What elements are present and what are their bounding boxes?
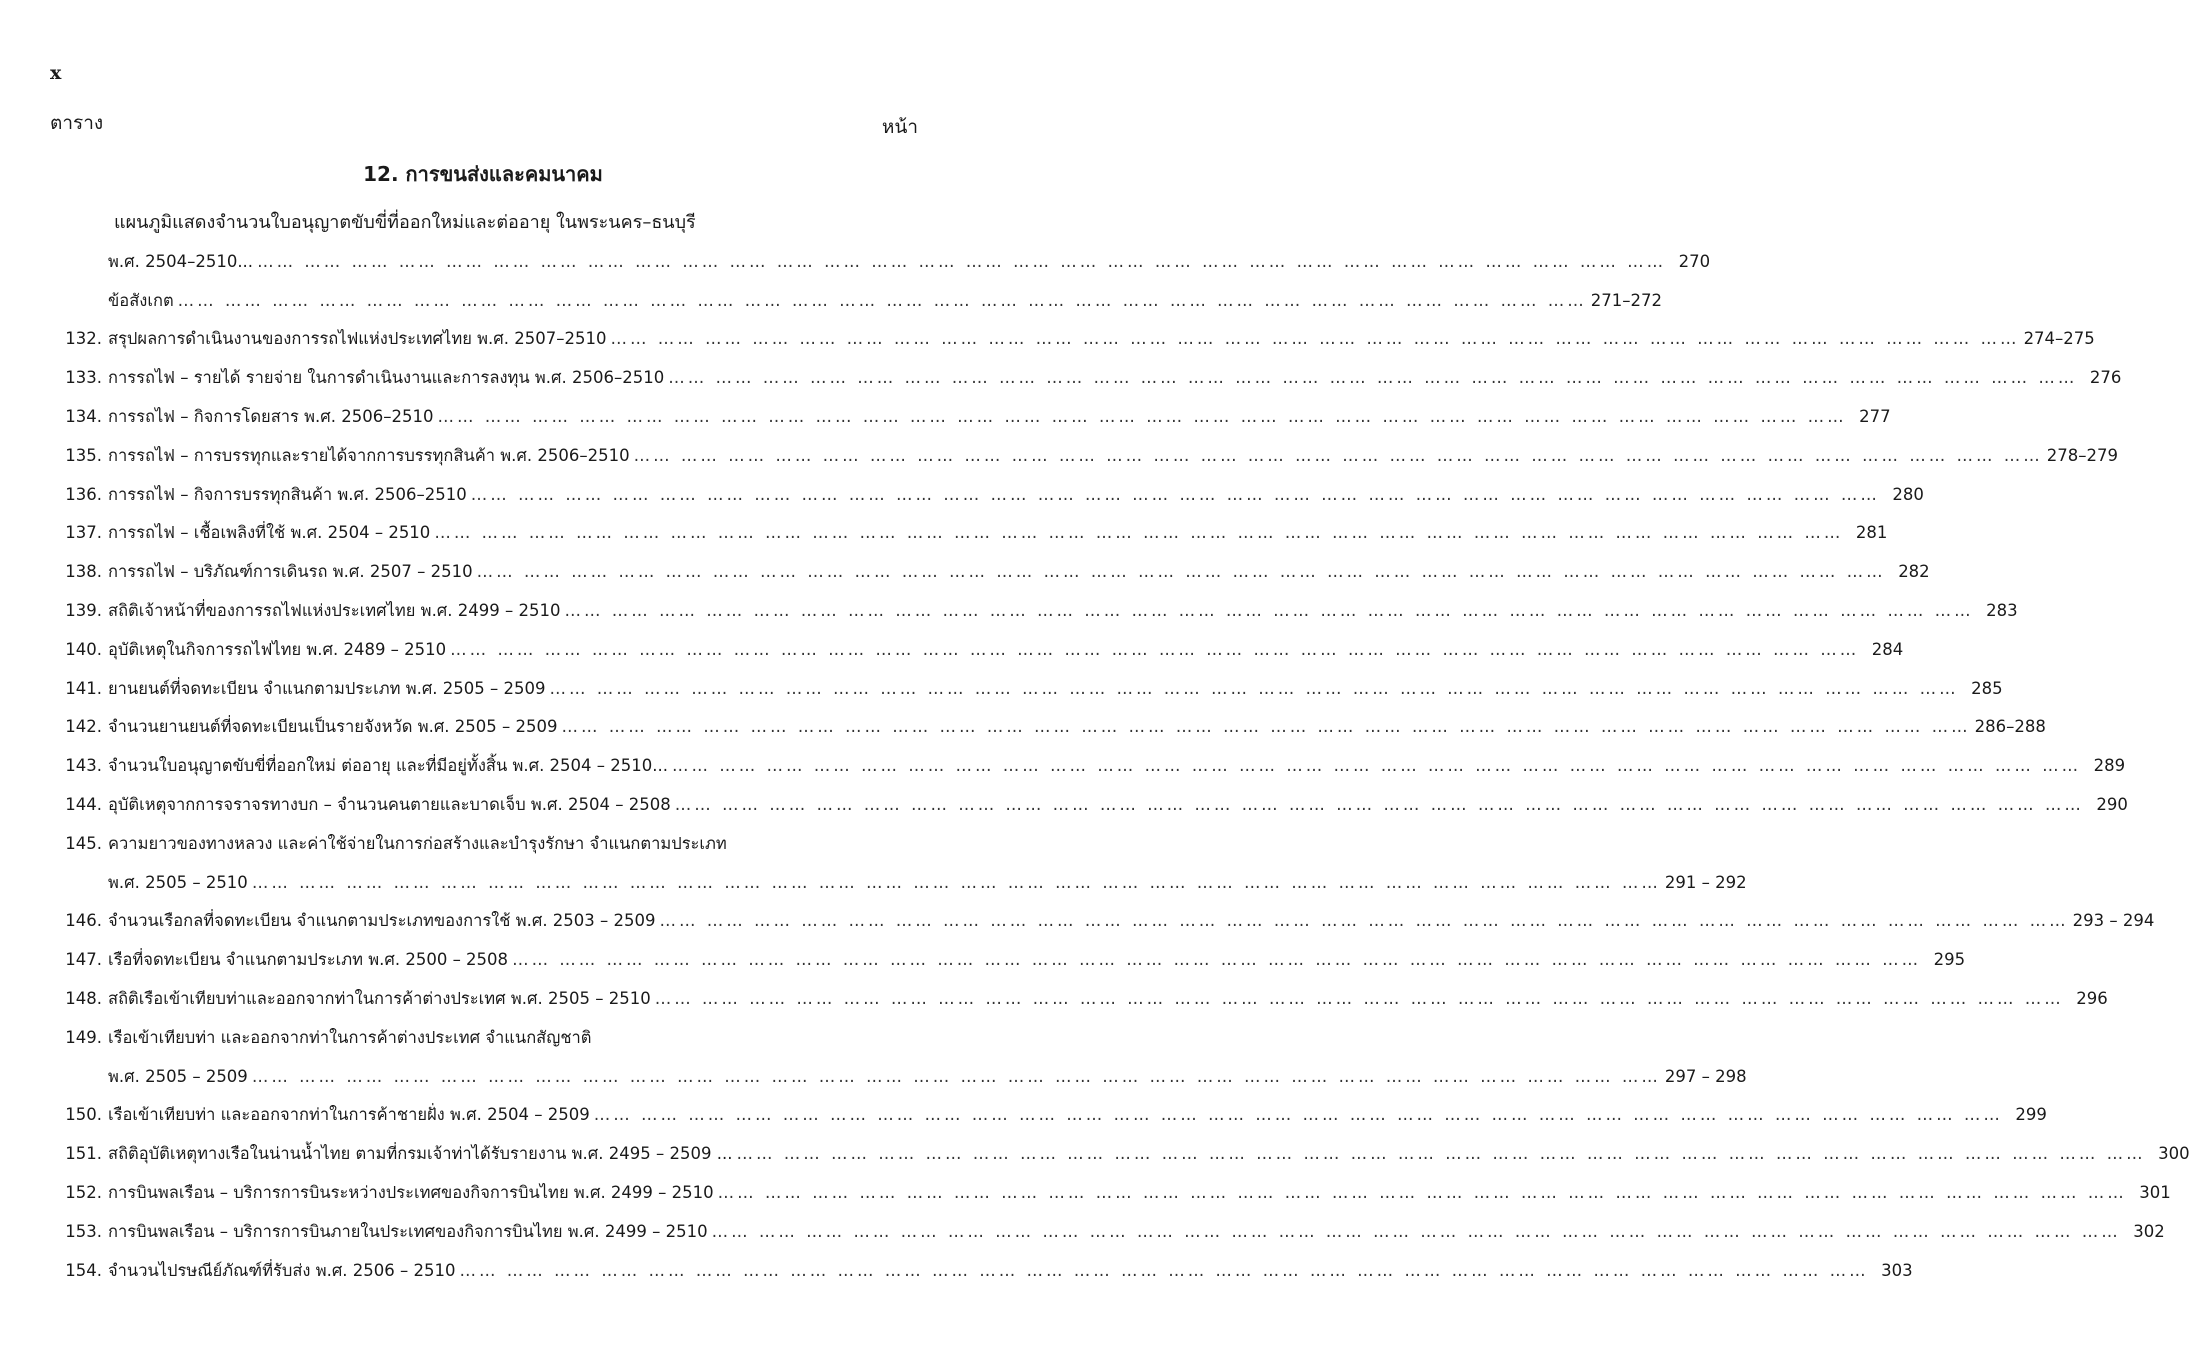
dot-leader	[590, 1104, 2007, 1126]
toc-entry	[44, 1011, 914, 1051]
column-label-table: ตาราง	[50, 112, 104, 134]
toc-entry-page: 291 – 292	[1664, 872, 1747, 892]
column-label-page: หน้า	[881, 116, 918, 138]
toc-entry-number: 150.	[65, 1105, 102, 1125]
toc-entry	[44, 817, 914, 857]
toc-entry-number: 134.	[65, 407, 102, 426]
toc-entry-number: 146.	[65, 911, 102, 931]
toc-entry	[44, 1127, 2190, 1167]
toc-entry-title: พ.ศ. 2505 – 2509	[108, 1066, 248, 1086]
toc-entry-title: การรถไฟ – เชื้อเพลิงที่ใช้ พ.ศ. 2504 – 2510	[108, 523, 431, 543]
dot-leader	[606, 328, 2023, 350]
toc-entry-page: 274–275	[2023, 329, 2095, 349]
dot-leader	[473, 561, 1890, 583]
toc-entry	[44, 1166, 2171, 1206]
dot-leader	[433, 406, 1850, 428]
toc-entry	[44, 196, 914, 236]
toc-entry-title: การรถไฟ – การบรรทุกและรายได้จากการบรรทุกสินค้า พ.ศ. 2506–2510	[108, 445, 630, 465]
toc-entry-number: 132.	[65, 329, 102, 349]
toc-entry-title: แผนภูมิแสดงจำนวนใบอนุญาตขับขี่ที่ออกใหม่และต่ออายุ ในพระนคร–ธนบุรี	[114, 212, 696, 233]
toc-entry-page: 302	[2133, 1221, 2165, 1241]
toc-entry-number: 139.	[65, 601, 102, 620]
toc-entry	[44, 1050, 1747, 1090]
toc-entry-title: การรถไฟ – รายได้ รายจ่าย ในการดำเนินงานและการลงทุน พ.ศ. 2506–2510	[108, 368, 665, 388]
toc-entry	[44, 235, 1711, 275]
toc-entry-title: พ.ศ. 2504–2510...	[108, 251, 254, 271]
toc-entry-number: 145.	[65, 833, 102, 853]
toc-entry	[44, 1244, 1913, 1284]
toc-entry-page: 270	[1678, 251, 1711, 271]
toc-entry-page: 300	[2158, 1144, 2190, 1164]
toc-entry-title: การบินพลเรือน – บริการการบินระหว่างประเทศของกิจการบินไทย พ.ศ. 2499 – 2510	[108, 1183, 714, 1202]
toc-entry-number: 147.	[65, 950, 102, 970]
toc-entry-title: จำนวนใบอนุญาตขับขี่ที่ออกใหม่ ต่ออายุ และที่มีอยู่ทั้งสิ้น พ.ศ. 2504 – 2510...	[108, 756, 669, 776]
toc-entry-page: 299	[2015, 1105, 2047, 1125]
toc-entry-title: เรือที่จดทะเบียน จำแนกตามประเภท พ.ศ. 2500 – 2508	[108, 950, 509, 970]
dot-leader	[508, 949, 1925, 971]
toc-entry-number: 140.	[65, 639, 102, 659]
toc-entry-title: อุบัติเหตุในกิจการรถไฟไทย พ.ศ. 2489 – 2510	[108, 639, 447, 659]
toc-entry-number: 142.	[65, 717, 102, 737]
toc-entry-number: 149.	[65, 1027, 102, 1047]
toc-entry	[44, 856, 1747, 896]
toc-entry-number: 143.	[65, 756, 102, 776]
toc-entry-title: สถิติเรือเข้าเทียบท่าและออกจากท่าในการค้าต่างประเทศ พ.ศ. 2505 – 2510	[108, 989, 651, 1008]
toc-entry-page: 296	[2076, 989, 2108, 1008]
toc-entry-number: 148.	[65, 989, 102, 1008]
toc-entry	[44, 662, 2003, 702]
toc-entry-page: 303	[1881, 1260, 1913, 1280]
toc-entry	[44, 1088, 2047, 1128]
toc-entry	[44, 312, 2095, 352]
toc-entry-page: 301	[2139, 1183, 2171, 1202]
toc-entry	[44, 1205, 2165, 1245]
toc-entry-number: 144.	[65, 795, 102, 814]
toc-entry	[44, 739, 2126, 779]
toc-entry-number: 137.	[65, 523, 102, 543]
toc-entry-title: การรถไฟ – บริภัณฑ์การเดินรถ พ.ศ. 2507 – 2510	[108, 562, 473, 582]
toc-entry-page: 278–279	[2046, 445, 2118, 465]
toc-entry-page: 284	[1871, 639, 1904, 659]
dot-leader	[732, 1143, 2149, 1165]
toc-entry	[44, 429, 2118, 469]
toc-entry-number: 151.	[65, 1144, 102, 1164]
toc-entry-page: 289	[2093, 756, 2126, 776]
toc-entry-title: จำนวนเรือกลที่จดทะเบียน จำแนกตามประเภทของการใช้ พ.ศ. 2503 – 2509	[108, 911, 656, 931]
toc-entry-number: 154.	[65, 1260, 102, 1280]
dot-leader	[446, 639, 1863, 661]
toc-entry	[44, 700, 2046, 740]
toc-entry	[44, 545, 1930, 585]
toc-entry-title: จำนวนยานยนต์ที่จดทะเบียนเป็นรายจังหวัด พ.ศ. 2505 – 2509	[108, 717, 558, 737]
dot-leader	[248, 872, 1665, 894]
toc-entry-page: 286–288	[1974, 717, 2046, 737]
toc-entry-number: 133.	[65, 368, 102, 388]
toc-entry-title: จำนวนไปรษณีย์ภัณฑ์ที่รับส่ง พ.ศ. 2506 – 2510	[108, 1260, 456, 1280]
toc-entry-title: เรือเข้าเทียบท่า และออกจากท่าในการค้าต่างประเทศ จำแนกสัญชาติ	[108, 1027, 592, 1047]
toc-entry-page: 285	[1971, 678, 2003, 698]
toc-entry-title: การบินพลเรือน – บริการการบินภายในประเทศของกิจการบินไทย พ.ศ. 2499 – 2510	[108, 1221, 708, 1241]
toc-entry-page: 271–272	[1590, 290, 1663, 310]
dot-leader	[630, 445, 2047, 467]
toc-entry-title: ความยาวของทางหลวง และค่าใช้จ่ายในการก่อสร้างและบำรุงรักษา จำแนกตามประเภท	[108, 833, 727, 853]
dot-leader	[664, 367, 2081, 389]
toc-entry-title: พ.ศ. 2505 – 2510	[108, 872, 248, 892]
toc-entry-page: 281	[1855, 523, 1888, 543]
dot-leader	[561, 600, 1978, 622]
dot-leader	[651, 988, 2068, 1010]
toc-entry-title: อุบัติเหตุจากการจราจรทางบก – จำนวนคนตายและบาดเจ็บ พ.ศ. 2504 – 2508	[108, 795, 671, 814]
toc-entry-page: 283	[1986, 601, 2018, 620]
toc-entry-page: 290	[2096, 795, 2128, 814]
dot-leader	[656, 910, 2073, 932]
toc-entry	[44, 468, 1924, 508]
toc-entry	[44, 506, 1888, 546]
toc-entry-page: 277	[1859, 407, 1891, 426]
toc-entry	[44, 623, 1904, 663]
toc-entry-title: ข้อสังเกต	[108, 290, 174, 310]
toc-entry-page: 282	[1898, 562, 1930, 582]
toc-entry	[44, 351, 2122, 391]
toc-entry-page: 297 – 298	[1664, 1066, 1747, 1086]
toc-entry-number: 153.	[65, 1221, 102, 1241]
toc-entry-title: การรถไฟ – กิจการบรรทุกสินค้า พ.ศ. 2506–2510	[108, 484, 467, 504]
dot-leader	[248, 1066, 1665, 1088]
toc-entry-title: สรุปผลการดำเนินงานของการรถไฟแห่งประเทศไทย พ.ศ. 2507–2510	[108, 329, 607, 349]
toc-entry-number: 138.	[65, 562, 102, 582]
toc-entry	[44, 933, 1966, 973]
dot-leader	[467, 484, 1884, 506]
dot-leader	[430, 522, 1847, 544]
toc-entry-title: เรือเข้าเทียบท่า และออกจากท่าในการค้าชายฝั่ง พ.ศ. 2504 – 2509	[108, 1105, 590, 1125]
toc-entry-page: 295	[1933, 950, 1966, 970]
toc-entry-number: 141.	[65, 678, 102, 698]
toc-entry-page: 280	[1892, 484, 1924, 504]
toc-entry-number: 136.	[65, 484, 102, 504]
dot-leader	[253, 251, 1670, 273]
toc-entry	[44, 274, 1663, 314]
toc-entry	[44, 390, 1891, 430]
toc-entry-title: การรถไฟ – กิจการโดยสาร พ.ศ. 2506–2510	[108, 407, 434, 426]
dot-leader	[174, 290, 1591, 312]
toc-entry	[44, 972, 2108, 1012]
dot-leader	[714, 1182, 2131, 1204]
toc-entry-page: 293 – 294	[2072, 911, 2155, 931]
dot-leader	[671, 794, 2088, 816]
section-title: 12. การขนส่งและคมนาคม	[363, 162, 603, 186]
toc-entry	[44, 584, 2018, 624]
page-number: x	[50, 62, 62, 84]
toc-entry-page: 276	[2089, 368, 2122, 388]
toc-entry-title: สถิติเจ้าหน้าที่ของการรถไฟแห่งประเทศไทย พ.ศ. 2499 – 2510	[108, 601, 561, 620]
dot-leader	[456, 1260, 1873, 1282]
dot-leader	[668, 755, 2085, 777]
toc-entry-number: 152.	[65, 1183, 102, 1202]
dot-leader	[546, 678, 1963, 700]
dot-leader	[708, 1221, 2125, 1243]
toc-entry-number: 135.	[65, 445, 102, 465]
toc-entry-title: สถิติอุบัติเหตุทางเรือในน่านน้ำไทย ตามที่กรมเจ้าท่าได้รับรายงาน พ.ศ. 2495 – 2509 ...	[108, 1144, 733, 1164]
toc-entry	[44, 778, 2128, 818]
dot-leader	[558, 716, 1975, 738]
toc-entry	[44, 894, 2155, 934]
toc-entry-title: ยานยนต์ที่จดทะเบียน จำแนกตามประเภท พ.ศ. 2505 – 2509	[108, 678, 546, 698]
